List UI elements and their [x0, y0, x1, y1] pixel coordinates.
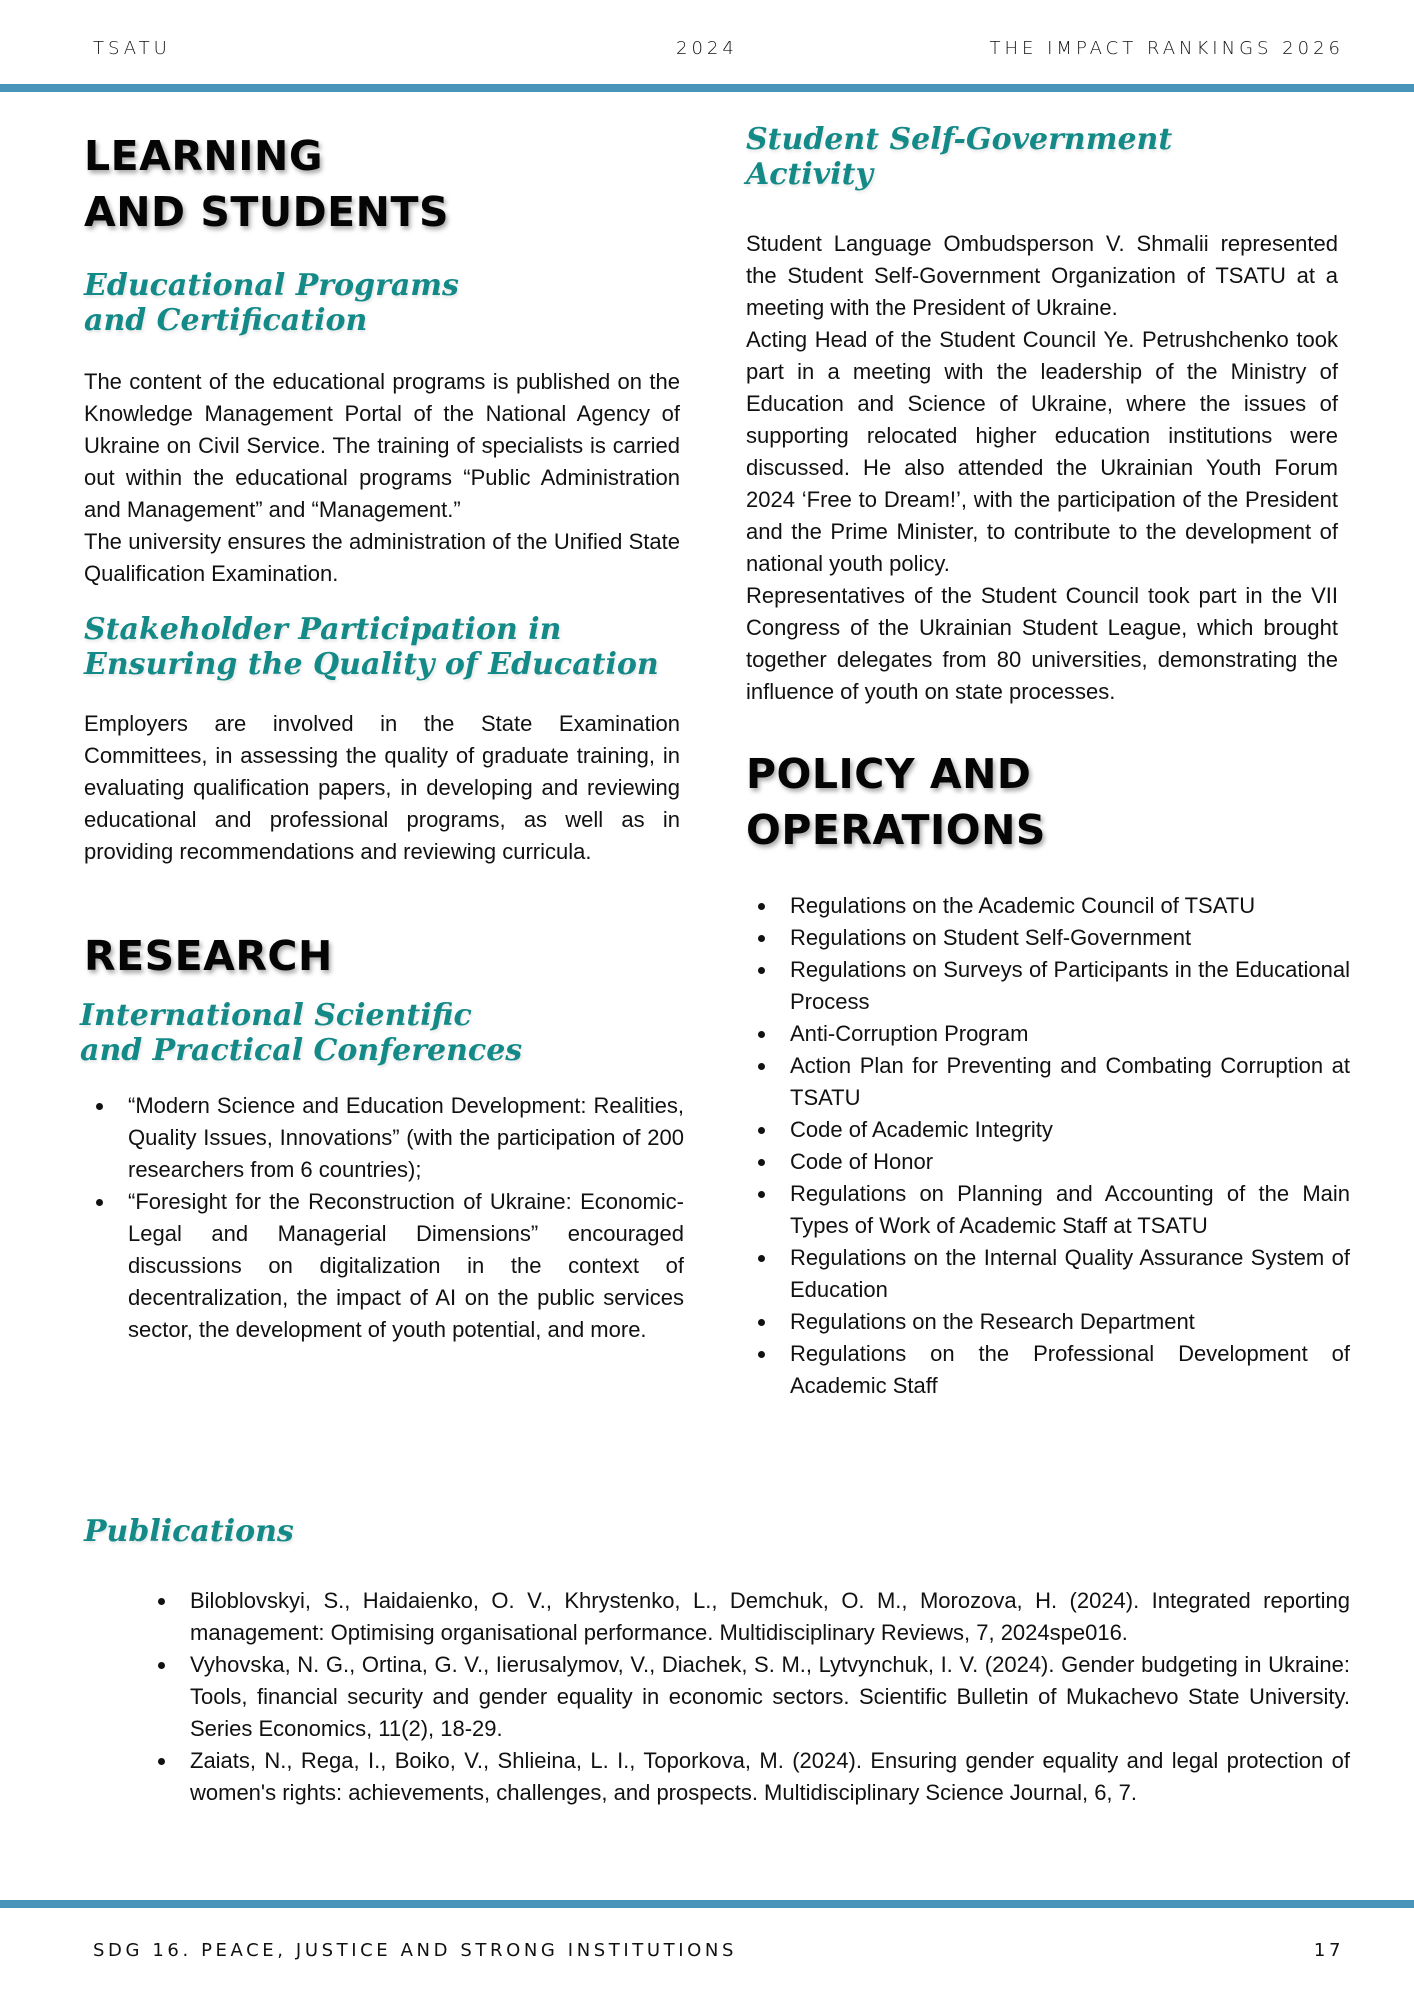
section-title-research	[84, 928, 680, 984]
section-title-line: RESEARCH	[84, 932, 333, 980]
section-title-line: AND STUDENTS	[84, 188, 449, 236]
list-item: Regulations on Student Self-Government	[746, 922, 1350, 954]
subheading-publications: Publications	[84, 1514, 294, 1549]
header-divider-bar	[0, 84, 1414, 92]
policy-documents-list	[746, 890, 1350, 1402]
educational-programs-text	[84, 366, 680, 590]
paragraph: Acting Head of the Student Council Ye. Petrushchenko took part in a meeting with the leadership of the Ministry of Education and Science of Ukraine, where the issues of supporting relocated higher education institutions were discussed. He also attended the Ukrainian Youth Forum 2024 ‘Free to Dream!’, with the participation of the President and the Prime Minister, to contribute to the development of national youth policy.	[746, 327, 1338, 576]
right-column	[746, 122, 1350, 1402]
list-item: Regulations on the Internal Quality Assurance System of Education	[746, 1242, 1350, 1306]
subheading-line: and Practical Conferences	[80, 1033, 523, 1068]
header-institution: TSATU	[93, 38, 171, 59]
list-item: “Foresight for the Reconstruction of Ukraine: Economic-Legal and Managerial Dimensions” encouraged discussions on digitalization in the context of decentralization, the impact of AI on the public services sector, the development of youth potential, and more.	[84, 1186, 684, 1346]
subheading-self-government	[746, 122, 1338, 192]
subheading-conferences	[80, 998, 680, 1068]
subheading-line: and Certification	[84, 303, 368, 338]
subheading-line: International Scientific	[80, 998, 472, 1033]
subheading-line: Ensuring the Quality of Education	[84, 647, 659, 682]
left-column	[80, 128, 684, 1346]
conferences-list	[84, 1090, 684, 1346]
section-title-line: POLICY AND	[746, 750, 1032, 798]
section-title-line: OPERATIONS	[746, 806, 1046, 854]
paragraph: Student Language Ombudsperson V. Shmalii represented the Student Self-Government Organization of TSATU at a meeting with the President of Ukraine.	[746, 231, 1338, 320]
list-item: Regulations on the Academic Council of TSATU	[746, 890, 1350, 922]
list-item: Regulations on Planning and Accounting of the Main Types of Work of Academic Staff at TSATU	[746, 1178, 1350, 1242]
list-item: Regulations on the Professional Development of Academic Staff	[746, 1338, 1350, 1402]
subheading-line: Stakeholder Participation in	[84, 612, 562, 647]
stakeholder-text	[84, 708, 680, 868]
subheading-educational-programs	[84, 268, 680, 338]
list-item: Action Plan for Preventing and Combating Corruption at TSATU	[746, 1050, 1350, 1114]
subheading-line: Educational Programs	[84, 268, 459, 303]
section-title-learning	[84, 128, 680, 240]
paragraph: Representatives of the Student Council took part in the VII Congress of the Ukrainian Student League, which brought together delegates from 80 universities, demonstrating the influence of youth on state processes.	[746, 583, 1338, 704]
header-year: 2024	[676, 38, 738, 59]
publication-item: Zaiats, N., Rega, I., Boiko, V., Shlieina, L. I., Toporkova, M. (2024). Ensuring gender equality and legal protection of women's rights: achievements, challenges, and prospects. Multidisciplinary Science Journal, 6, 7.	[146, 1745, 1350, 1809]
publication-item: Biloblovskyi, S., Haidaienko, O. V., Khrystenko, L., Demchuk, O. M., Morozova, H. (2024). Integrated reporting management: Optimising organisational performance. Multidisciplinary Reviews, 7, 2024spe016.	[146, 1585, 1350, 1649]
header-publication: THE IMPACT RANKINGS 2026	[989, 38, 1344, 59]
paragraph: The content of the educational programs is published on the Knowledge Management Portal of the National Agency of Ukraine on Civil Service. The training of specialists is carried out within the educational programs “Public Administration and Management” and “Management.”	[84, 369, 680, 522]
list-item: Regulations on Surveys of Participants in the Educational Process	[746, 954, 1350, 1018]
self-government-text	[746, 228, 1338, 708]
section-title-policy	[746, 746, 1338, 858]
publication-item: Vyhovska, N. G., Ortina, G. V., Iierusalymov, V., Diachek, S. M., Lytvynchuk, I. V. (2024). Gender budgeting in Ukraine: Tools, financial security and gender equality in economic sectors. Scientific Bulletin of Mukachevo State University. Series Economics, 11(2), 18-29.	[146, 1649, 1350, 1745]
list-item: Anti-Corruption Program	[746, 1018, 1350, 1050]
paragraph: Employers are involved in the State Examination Committees, in assessing the quality of graduate training, in evaluating qualification papers, in developing and reviewing educational and professional programs, as well as in providing recommendations and reviewing curricula.	[84, 711, 680, 864]
subheading-line: Student Self-Government	[746, 122, 1173, 157]
list-item: “Modern Science and Education Development: Realities, Quality Issues, Innovations” (with the participation of 200 researchers from 6 countries);	[84, 1090, 684, 1186]
publications-list	[146, 1585, 1350, 1809]
list-item: Code of Academic Integrity	[746, 1114, 1350, 1146]
list-item: Regulations on the Research Department	[746, 1306, 1350, 1338]
page-number: 17	[1313, 1940, 1344, 1961]
section-title-line: LEARNING	[84, 132, 323, 180]
footer-divider-bar	[0, 1900, 1414, 1908]
page-header	[0, 0, 1414, 84]
subheading-stakeholder-participation	[84, 612, 680, 682]
list-item: Code of Honor	[746, 1146, 1350, 1178]
paragraph: The university ensures the administration of the Unified State Qualification Examination.	[84, 529, 680, 586]
subheading-line: Activity	[746, 157, 873, 192]
footer-sdg-label: SDG 16. PEACE, JUSTICE AND STRONG INSTITUTIONS	[93, 1940, 738, 1961]
